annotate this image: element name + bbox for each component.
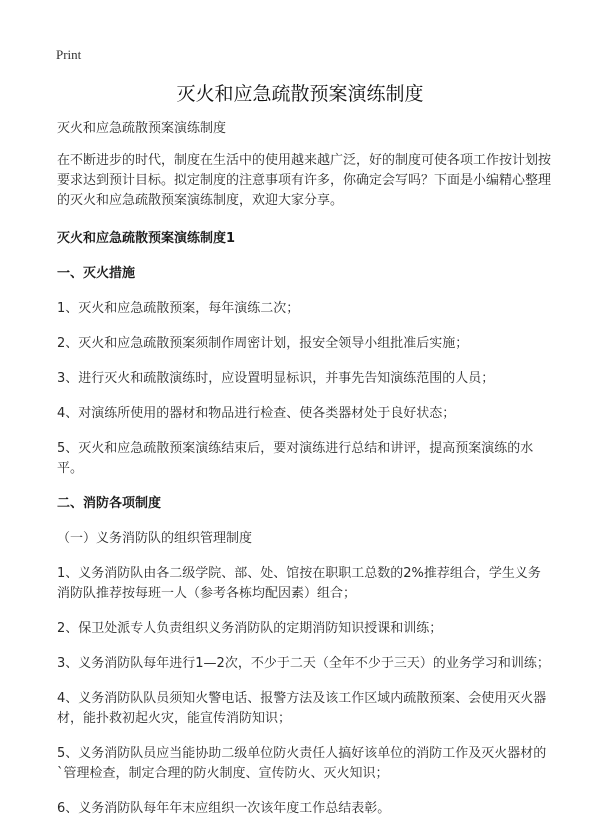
part1-item: 5、灭火和应急疏散预案演练结束后，要对演练进行总结和讲评，提高预案演练的水平。 [57,441,534,476]
part2-item: 5、义务消防队员应当能协助二级单位防火责任人搞好该单位的消防工作及灭火器材的`管理检查，制定合理的防火制度、宣传防火、灭火知识； [57,746,547,781]
part1-item: 4、对演练所使用的器材和物品进行检查、使各类器材处于良好状态； [57,406,456,421]
part1-item: 2、灭火和应急疏散预案须制作周密计划，报安全领导小组批准后实施； [57,336,469,351]
part1-item: 3、进行灭火和疏散演练时，应设置明显标识，并事先告知演练范围的人员； [57,371,495,386]
print-link[interactable]: Print [56,47,82,62]
document-title: 灭火和应急疏散预案演练制度 [176,83,424,105]
document-subtitle: 灭火和应急疏散预案演练制度 [57,121,227,136]
part2-item: 6、义务消防队每年年末应组织一次该年度工作总结表彰。 [57,801,391,816]
part2-item: 1、义务消防队由各二级学院、部、处、馆按在职职工总数的2%推荐组合，学生义务消防队推荐按每班一人（参考各栋均配因素）组合； [57,566,541,601]
part1-heading: 一、灭火措施 [57,266,136,281]
document-body [57,119,552,819]
section-heading: 灭火和应急疏散预案演练制度1 [57,231,236,246]
part2-item: 4、义务消防队队员须知火警电话、报警方法及该工作区域内疏散预案、会使用灭火器材，能扑救初起火灾，能宣传消防知识； [57,691,547,726]
part2-item: 2、保卫处派专人负责组织义务消防队的定期消防知识授课和训练； [57,621,443,636]
intro-paragraph: 在不断进步的时代，制度在生活中的使用越来越广泛，好的制度可使各项工作按计划按要求达到预计目标。拟定制度的注意事项有许多，你确定会写吗？下面是小编精心整理的灭火和应急疏散预案演练制度，欢迎大家分享。 [57,153,552,208]
part2-heading: 二、消防各项制度 [57,496,162,511]
part2-subheading: （一）义务消防队的组织管理制度 [57,531,253,546]
part2-item: 3、义务消防队每年进行1—2次，不少于二天（全年不少于三天）的业务学习和训练； [57,656,550,671]
part1-item: 1、灭火和应急疏散预案，每年演练二次； [57,301,300,316]
